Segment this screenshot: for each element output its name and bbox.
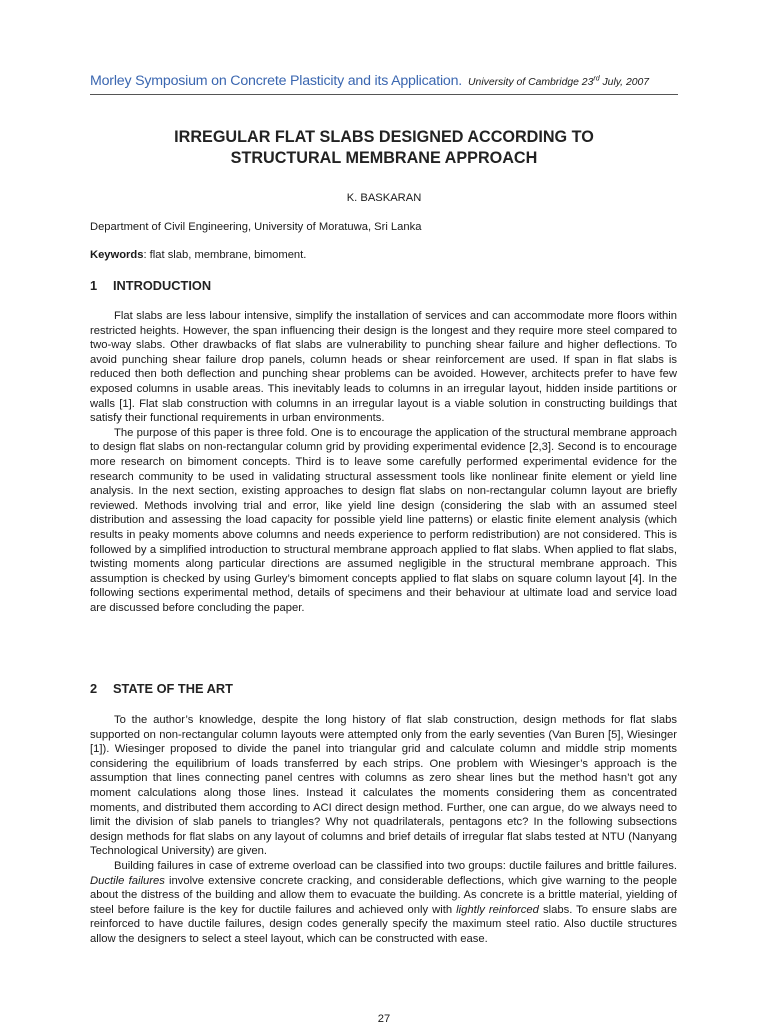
conference-name: Morley Symposium on Concrete Plasticity and its Application. [90, 73, 463, 89]
keywords-text: : flat slab, membrane, bimoment. [143, 249, 307, 261]
section-title: INTRODUCTION [113, 278, 212, 293]
affiliation: Department of Civil Engineering, University of Moratuwa, Sri Lanka [90, 221, 422, 233]
running-header [90, 72, 678, 95]
title-line-2: STRUCTURAL MEMBRANE APPROACH [230, 149, 538, 167]
title-line-1: IRREGULAR FLAT SLABS DESIGNED ACCORDING TO [174, 128, 594, 146]
section-number: 1 [90, 278, 98, 293]
section-heading-state-of-the-art [90, 681, 233, 696]
keywords-label: Keywords [90, 249, 144, 261]
state-of-the-art-body [90, 713, 677, 947]
date-text: July, 2007 [599, 77, 650, 88]
paragraph: The purpose of this paper is three fold. One is to encourage the application of the structural membrane approach to design flat slabs on non-rectangular column grid by providing experimental evidence [2,3]. Second is to encourage more research on bimoment concepts. Third is to leave some carefully performed experimental evidence for the research community to be used in validating structural assessment tools like nonlinear finite element or yield line analysis. In the next section, existing approaches to design flat slabs on non-rectangular column layout are briefly reviewed. Methods involving trial and error, like yield line design (considering the slab with an assumed steel distribution and assessing the load capacity for possible yield line patterns) or elastic finite element analysis (which results in peaky moments above columns and needs experience to perform redistribution) are not considered. This is followed by a simplified introduction to structural membrane approach applied to flat slabs. When applied to flat slabs, twisting moments along particular directions are assumed negligible in the structural membrane approach. This assumption is checked by using Gurley’s bimoment concepts applied to flat slabs on square column layout [4]. In the following sections experimental method, details of specimens and their behaviour at ultimate load and service load are discussed before concluding the paper. [90, 426, 677, 614]
paragraph: To the author’s knowledge, despite the long history of flat slab construction, design methods for flat slabs supported on non-rectangular column layouts were attempted only from the early seventies (Van Buren [5], Wiesinger [1]). Wiesinger proposed to divide the panel into triangular grid and calculate column and middle strip moments considering the equilibrium of loads transferred by each strips. One problem with Wiesinger’s approach is the assumption that lines connecting panel centres with columns as zero shear lines but the method hasn’t got any moment calculations along those lines. Instead it calculates the moments considering them as concentrated moments, and distributed them according to ACI direct design method. Further, one can argue, do we always need to limit the division of slab panels to triangles? Why not quadrilaterals, pentagons etc? In the following subsections design methods for flat slabs on any layout of columns and brief details of irregular flat slabs tested at NTU (Nanyang Technological University) are given. [90, 714, 677, 858]
venue-text: University of Cambridge 23 [468, 77, 594, 88]
page-number: 27 [377, 1013, 391, 1025]
paragraph: Flat slabs are less labour intensive, simplify the installation of services and can accommodate more floors within restricted heights. However, the span influencing their design is the longest and they require more steel compared to two-way slabs. Other drawbacks of flat slabs are vulnerability to punching shear failure and higher deflections. To avoid punching shear failure drop panels, column heads or shear reinforcement are used. If span in flat slabs is reduced then both deflection and punching shear problems can be avoided. However, architects prefer to have few exposed columns in usable areas. This inevitably leads to columns in an irregular layout, hidden inside partitions or walls [1]. Flat slab construction with columns in an irregular layout is a viable solution in constructing buildings that satisfy their functional requirements in urban environments. [90, 310, 677, 425]
emphasis: Ductile failures [90, 874, 165, 887]
date-superscript: rd [593, 75, 600, 83]
introduction-body [90, 309, 677, 615]
keywords [90, 249, 306, 261]
paragraph [90, 859, 677, 947]
section-heading-introduction [90, 278, 211, 293]
emphasis: lightly reinforced [456, 903, 539, 916]
paper-title [90, 127, 678, 169]
text-run: slabs. To ensure slabs are reinforced to have ductile failures, design codes generally specify the maximum steel ratio. Also ductile structures allow the designers to select a steel layout, which can be constructed with ease. [90, 903, 677, 945]
text-run: involve extensive concrete cracking, and considerable deflections, which give warning to the people about the distress of the building and allow them to evacuate the building. As concrete is a brittle material, yielding of steel before failure is the key for ductile failures and achieved only with [90, 874, 678, 916]
text-run: Building failures in case of extreme overload can be classified into two groups: ductile failures and brittle failures. [114, 859, 677, 872]
author-name: K. BASKARAN [346, 192, 422, 204]
section-number: 2 [90, 681, 98, 696]
venue-date [468, 77, 649, 88]
section-title: STATE OF THE ART [113, 681, 233, 696]
